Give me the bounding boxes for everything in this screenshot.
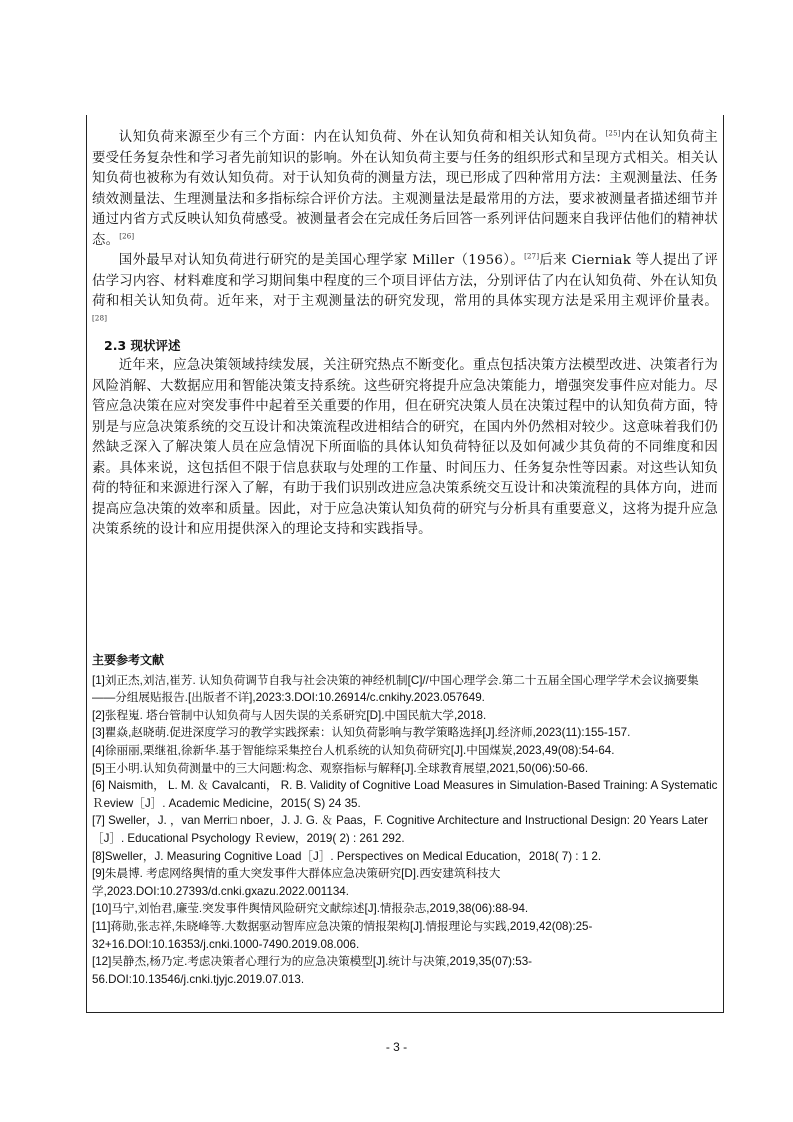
reference-item: [10]马宁,刘怡君,廉莹.突发事件舆情风险研究文献综述[J].情报杂志,2019,38(06):88-94. xyxy=(92,902,529,916)
citation-marker: [27] xyxy=(524,252,540,261)
page-number: - 3 - xyxy=(385,1040,408,1054)
reference-item: [2]张程嵬. 塔台管制中认知负荷与人因失误的关系研究[D].中国民航大学,2018. xyxy=(92,708,487,722)
references-title: 主要参考文献 xyxy=(92,653,165,667)
reference-item: [11]蒋勋,张志祥,朱晓峰等.大数据驱动智库应急决策的情报架构[J].情报理论与实践,2019,42(08):25-32+16.DOI:10.16353/j.cnki.1000-7490.2019.08.006. xyxy=(92,919,593,951)
citation-marker: [28] xyxy=(92,314,108,323)
reference-item: [8]Sweller，J. Measuring Cognitive Load［J］. Perspectives on Medical Education，2018( 7) : 1 2. xyxy=(92,849,602,863)
reference-item: [1]刘正杰,刘洁,崔芳. 认知负荷调节自我与社会决策的神经机制[C]//中国心理学会.第二十五届全国心理学学术会议摘要集——分组展贴报告.[出版者不详],2023:3.DOI:10.26914/c.cnkihy.2023.057649. xyxy=(92,673,699,705)
paragraph-cognitive-load-sources xyxy=(92,128,718,251)
references-section xyxy=(92,652,718,988)
reference-item: [4]徐丽丽,栗继祖,徐新华.基于智能综采集控台人机系统的认知负荷研究[J].中国煤炭,2023,49(08):54-64. xyxy=(92,743,615,757)
section-heading: 2.3 现状评述 xyxy=(104,338,181,353)
citation-marker: [26] xyxy=(119,232,135,241)
paragraph-text: 国外最早对认知负荷进行研究的是美国心理学家 Miller（1956）。 xyxy=(118,253,525,268)
paragraph-text: 后来 Cierniak 等人提出了评估学习内容、材料难度和学习期间集中程度的三个项目评估方法，分别评估了内在认知负荷、外在认知负荷和相关认知负荷。近年来，对于主观测量法的研究发现，常用的具体实现方法是采用主观评价量表。 xyxy=(92,253,718,309)
citation-marker: [25] xyxy=(605,129,621,138)
paragraph-status-review: 近年来，应急决策领域持续发展，关注研究热点不断变化。重点包括决策方法模型改进、决策者行为风险消解、大数据应用和智能决策支持系统。这些研究将提升应急决策能力，增强突发事件应对能力。尽管应急决策在应对突发事件中起着至关重要的作用，但在研究决策人员在决策过程中的认知负荷方面，特别是与应急决策系统的交互设计和决策流程改进相结合的研究，在国内外仍然相对较少。这意味着我们仍然缺乏深入了解决策人员在应急情况下所面临的具体认知负荷特征以及如何减少其负荷的不同维度和因素。具体来说，这包括但不限于信息获取与处理的工作量、时间压力、任务复杂性等因素。对这些认知负荷的特征和来源进行深入了解，有助于我们识别改进应急决策系统交互设计和决策流程的具体方向，进而提高应急决策的效率和质量。因此，对于应急决策认知负荷的研究与分析具有重要意义，这将为提升应急决策系统的设计和应用提供深入的理论支持和实践指导。 xyxy=(92,358,718,537)
paragraph-text: 内在认知负荷主要受任务复杂性和学习者先前知识的影响。外在认知负荷主要与任务的组织形式和呈现方式相关。相关认知负荷也被称为有效认知负荷。对于认知负荷的测量方法，现已形成了四种常用方法：主观测量法、任务绩效测量法、生理测量法和多指标综合评价方法。主观测量法是最常用的方法，要求被测量者描述细节并通过内省方式反映认知负荷感受。被测量者会在完成任务后回答一系列评估问题来自我评估他们的精神状态。 xyxy=(92,130,718,248)
main-body xyxy=(92,128,718,541)
reference-item: [9]朱晨博. 考虑网络舆情的重大突发事件大群体应急决策研究[D].西安建筑科技大学,2023.DOI:10.27393/d.cnki.gxazu.2022.001134. xyxy=(92,867,501,898)
reference-item: [12]吴静杰,杨乃定.考虑决策者心理行为的应急决策模型[J].统计与决策,2019,35(07):53-56.DOI:10.13546/j.cnki.tjyjc.2019.07.013. xyxy=(92,955,532,986)
reference-item: [6] Naismith， L. M. ＆ Cavalcanti， R. B. Validity of Cognitive Load Measures in Simulation-Based Training: A Systematic Ｒeview［J］. Academic Medicine，2015( S) 24 35. xyxy=(92,779,718,810)
paragraph-foreign-research xyxy=(92,251,718,333)
reference-item: [5]王小明.认知负荷测量中的三大问题:构念、观察指标与解释[J].全球教育展望,2021,50(06):50-66. xyxy=(92,761,589,775)
paragraph-text: 认知负荷来源至少有三个方面：内在认知负荷、外在认知负荷和相关认知负荷。 xyxy=(118,130,606,145)
reference-item: [7] Sweller，J. ，van Merri□ nboer，J. J. G. ＆ Paas，F. Cognitive Architecture and Instructional Design: 20 Years Later［J］. Educational Psychology Ｒeview，2019( 2) : 261 292. xyxy=(92,814,708,845)
reference-item: [3]瞿焱,赵晓萌.促进深度学习的教学实践探索：认知负荷影响与教学策略选择[J].经济师,2023(11):155-157. xyxy=(92,726,631,740)
